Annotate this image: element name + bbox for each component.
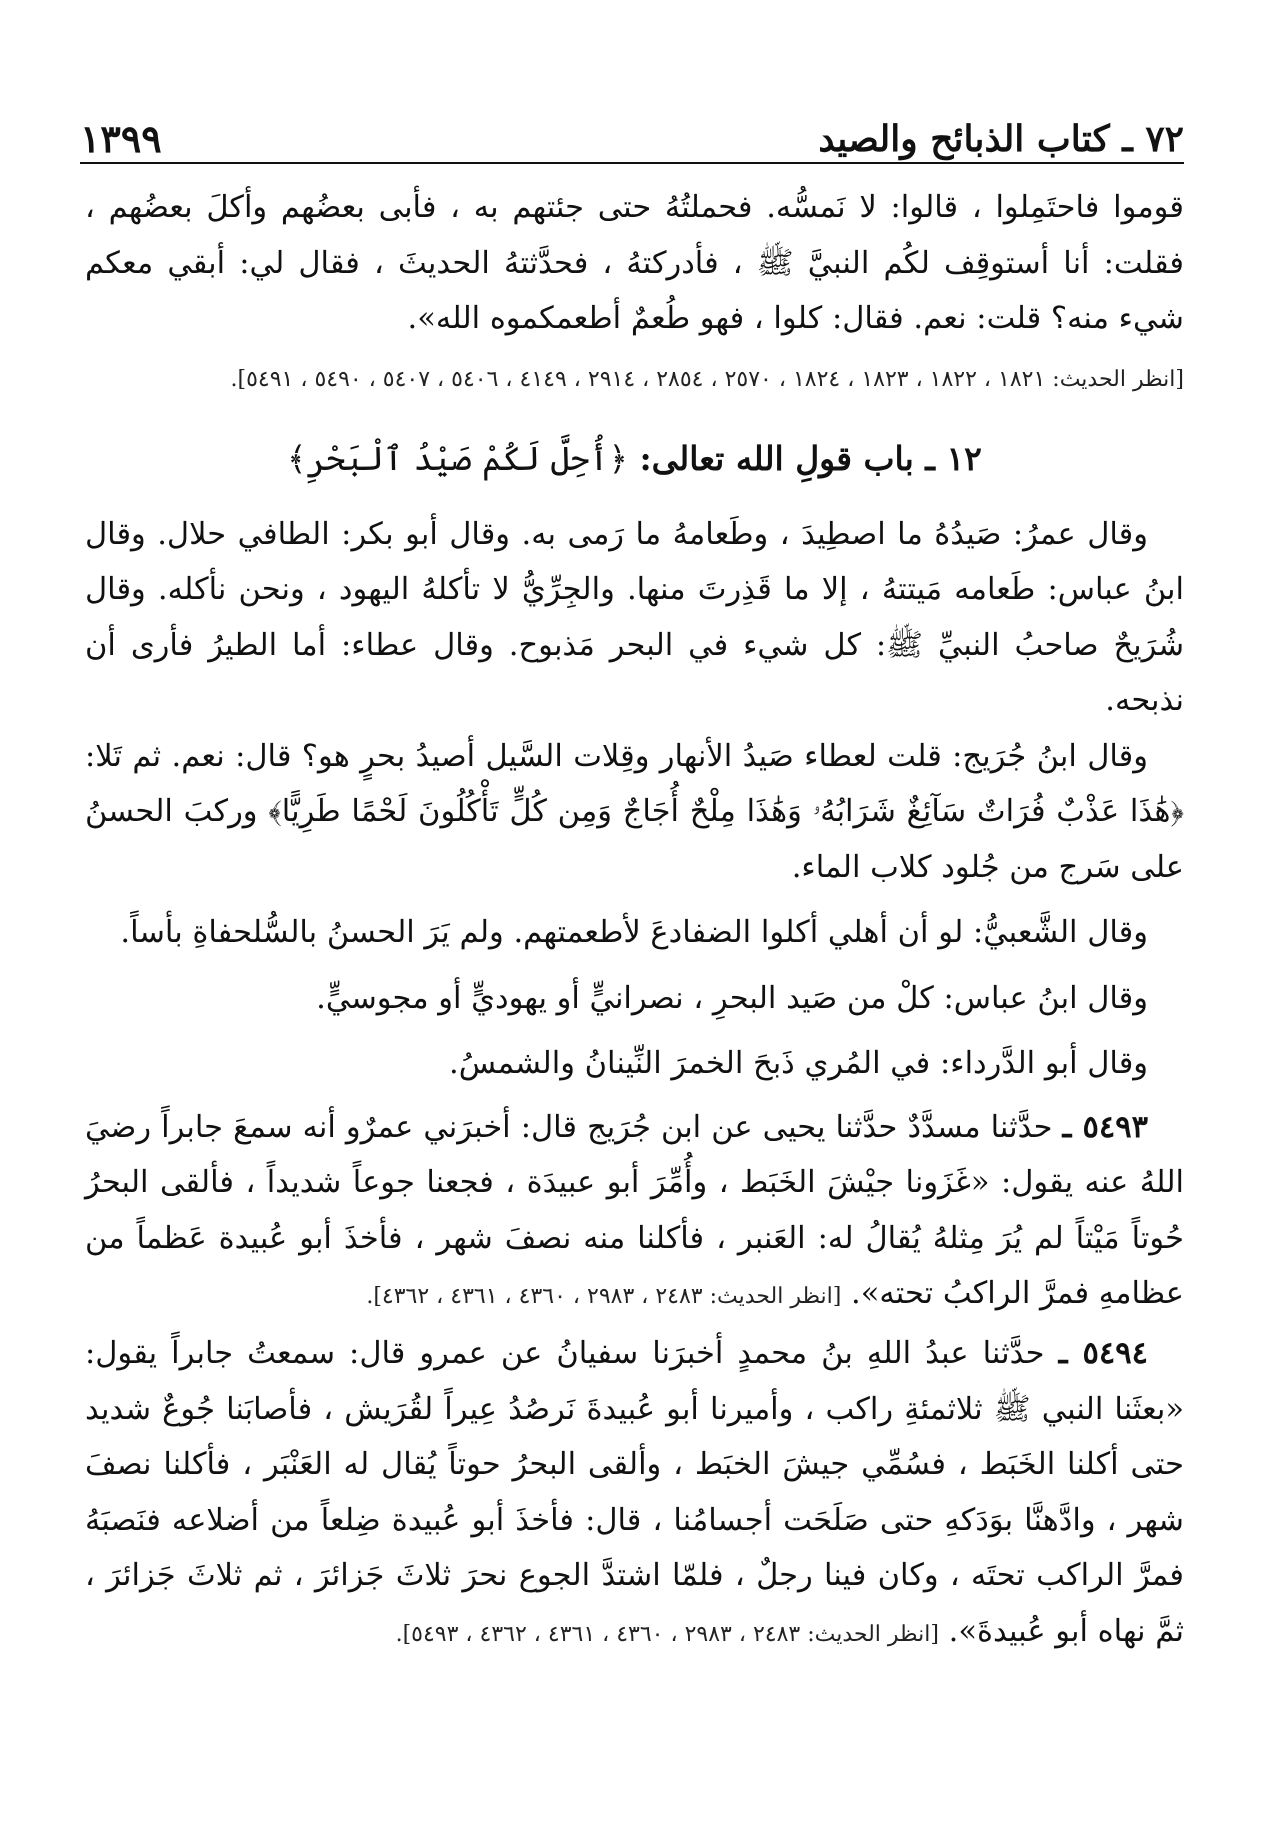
paragraph-abu-darda: وقال أبو الدَّرداء: في المُري ذَبحَ الخمرَ النِّينانُ والشمسُ. xyxy=(449,1046,1148,1081)
page-header xyxy=(80,112,1184,164)
paragraph-shabi: وقال الشَّعبيُّ: لو أن أهلي أكلوا الضفادعَ لأطعمتهم. ولم يَرَ الحسنُ بالسُّلحفاةِ بأساً. xyxy=(120,915,1148,950)
hadith-5494 xyxy=(85,1326,1184,1664)
paragraph-ibn-jurayj xyxy=(85,729,1184,896)
hadith-reference: [انظر الحديث: ٢٤٨٣ ، ٢٩٨٣ ، ٤٣٦٠ ، ٤٣٦١ ، ٤٣٦٢ ، ٥٤٩٣]. xyxy=(395,1621,939,1647)
chapter-label: ١٢ ـ باب قولِ الله تعالى: xyxy=(639,438,982,478)
hadith-5493 xyxy=(85,1100,1184,1327)
ibn-jurayj-tail: وركبَ الحسنُ على سَرج من جُلود كلاب الماء. xyxy=(85,794,1184,885)
paragraph-umar: وقال عمرُ: صَيدُهُ ما اصطِيدَ ، وطَعامهُ ما رَمى به. وقال أبو بكر: الطافي حلال. وقال ابنُ عباس: طَعامه مَيتتهُ ، إلا ما قَذِرتَ منها. والجِرِّيُّ لا تأكلهُ اليهود ، ونحن نأكله. وقال شُرَيحٌ صاحبُ النبيِّ ﷺ: كل شيء في البحر مَذبوح. وقال عطاء: أما الطيرُ فأرى أن نذبحه. xyxy=(85,516,1185,718)
page-body xyxy=(85,180,1184,1793)
hadith-text: حدَّثنا عبدُ اللهِ بنُ محمدٍ أخبرَنا سفيانُ عن عمرو قال: سمعتُ جابراً يقول: «بعثَنا النبي ﷺ ثلاثمئةِ راكب ، وأميرنا أبو عُبيدةَ نَرصُدُ عِيراً لقُرَيش ، فأصابَنا جُوعٌ شديد حتى أكلنا الخَبَط ، فسُمِّي جيشَ الخبَط ، وألقى البحرُ حوتاً يُقال له العَنْبَر ، فأكلنا نصفَ شهر ، وادَّهنَّا بوَدَكهِ حتى صَلَحَت أجسامُنا ، قال: فأخذَ أبو عُبيدة ضِلعاً من أضلاعه فنَصبَهُ فمرَّ الراكب تحتَه ، وكان فينا رجلٌ ، فلمّا اشتدَّ الجوع نحرَ ثلاثَ جَزائرَ ، ثم ثلاثَ جَزائرَ ، ثمَّ نهاه أبو عُبيدةَ». xyxy=(85,1336,1184,1649)
chapter-heading xyxy=(85,429,1184,489)
paragraph-ibn-abbas: وقال ابنُ عباس: كلْ من صَيد البحرِ ، نصرانيٍّ أو يهوديٍّ أو مجوسيٍّ. xyxy=(316,980,1148,1016)
quran-verse: ﴿هَٰذَا عَذْبٌ فُرَاتٌ سَآئِغٌ شَرَابُهُۥ وَهَٰذَا مِلْحٌ أُجَاجٌ وَمِن كُلٍّ تَأْكُلُونَ لَحْمًا طَرِيًّا﴾ xyxy=(268,794,1184,829)
page-number: ١٣٩٩ xyxy=(80,116,162,161)
hadith-reference: [انظر الحديث: ٢٤٨٣ ، ٢٩٨٣ ، ٤٣٦٠ ، ٤٣٦١ ، ٤٣٦٢]. xyxy=(366,1284,842,1309)
chapter-running-title: ٧٢ ـ كتاب الذبائح والصيد xyxy=(818,118,1184,160)
hadith-number: ٥٤٩٤ ـ xyxy=(1058,1335,1149,1371)
chapter-verse: ﴿أُحِلَّ لَكُمْ صَيْدُ ٱلْبَحْرِ﴾ xyxy=(287,438,628,478)
hadith-text: حدَّثنا مسدَّدٌ حدَّثنا يحيى عن ابن جُرَيج قال: أخبرَني عمرٌو أنه سمعَ جابراً رضيَ اللهُ عنه يقول: «غَزَونا جيْشَ الخَبَط ، وأُمِّرَ أبو عبيدَة ، فجعنا جوعاً شديداً ، فألقى البحرُ حُوتاً مَيْتاً لم يُرَ مِثلهُ يُقالُ له: العَنبر ، فأكلنا منه نصفَ شهر ، فأخذَ أبو عُبيدة عَظماً من عظامهِ فمرَّ الراكبُ تحته». xyxy=(85,1109,1184,1311)
hadith-number: ٥٤٩٣ ـ xyxy=(1062,1108,1148,1145)
hadith-reference: [انظر الحديث: ١٨٢١ ، ١٨٢٢ ، ١٨٢٣ ، ١٨٢٤ ، ٢٥٧٠ ، ٢٨٥٤ ، ٢٩١٤ ، ٤١٤٩ ، ٥٤٠٦ ، ٥٤٠٧ ، ٥٤٩٠ ، ٥٤٩١]. xyxy=(230,366,1184,392)
ibn-jurayj-text: وقال ابنُ جُرَيج: قلت لعطاء صَيدُ الأنهار وقِلات السَّيل أصيدُ بحرٍ هو؟ قال: نعم. ثم تَلا: xyxy=(85,738,1148,774)
paragraph-continued: قوموا فاحتَمِلوا ، قالوا: لا نَمسُّه. فحملتُهُ حتى جئتهم به ، فأبى بعضُهم وأكلَ بعضُهم ، فقلت: أنا أستوقِف لكُم النبيَّ ﷺ ، فأدركتهُ ، فحدَّثتهُ الحديثَ ، فقال لي: أبقي معكم شيء منه؟ قلت: نعم. فقال: كلوا ، فهو طُعمٌ أطعمكموه الله». xyxy=(85,190,1184,336)
